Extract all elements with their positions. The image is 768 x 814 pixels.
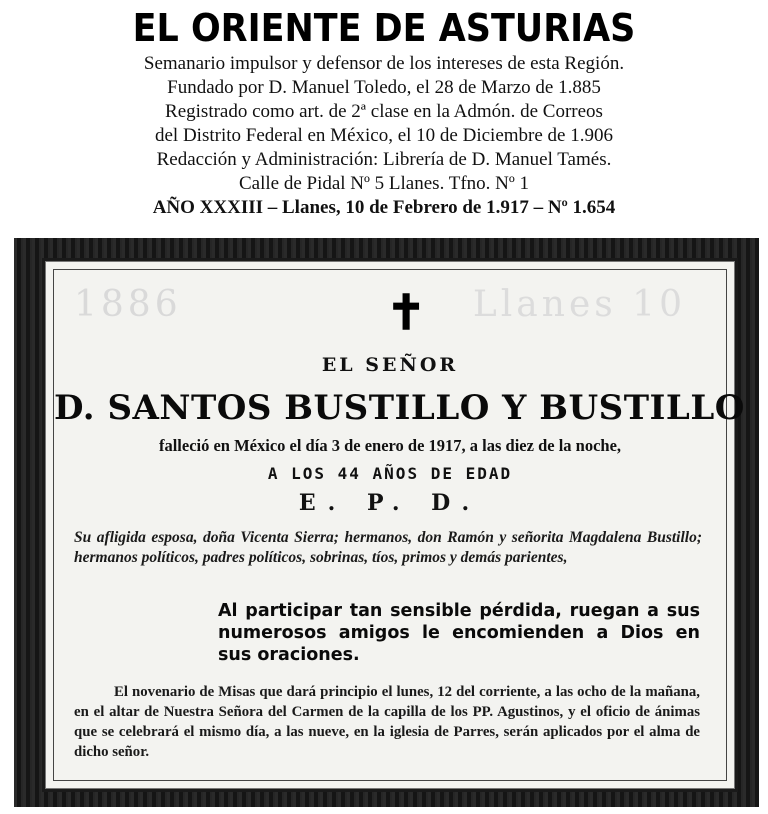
age-line: A LOS 44 AÑOS DE EDAD bbox=[267, 464, 513, 483]
novenario-paragraph: El novenario de Misas que dará principio el lunes, 12 del corriente, a las ocho de la mañana, en el altar de Nuestra Señora del Carmen de la capilla de los PP. Agustinos, y el oficio de ánimas que se celebrará el mismo día, a las nueve, en la iglesia de Parres, serán aplicados por el alma de dicho señor. bbox=[74, 684, 700, 760]
masthead-line-2: Fundado por D. Manuel Toledo, el 28 de Marzo de 1.885 bbox=[167, 77, 601, 98]
rip-line: E. P. D. bbox=[298, 490, 482, 516]
bleed-through-text-left: 1886 bbox=[74, 284, 182, 325]
masthead-line-4: del Distrito Federal en México, el 10 de Diciembre de 1.906 bbox=[155, 125, 613, 146]
issue-line: AÑO XXXIII – Llanes, 10 de Febrero de 1.917 – Nº 1.654 bbox=[152, 197, 616, 218]
bleed-through-text-right: Llanes 10 bbox=[472, 284, 686, 325]
newspaper-title: EL ORIENTE DE ASTURIAS bbox=[132, 6, 636, 50]
cross-icon: ✝ bbox=[386, 285, 427, 341]
obituary-inner-border bbox=[53, 269, 745, 781]
masthead-line-3: Registrado como art. de 2ª clase en la Admón. de Correos bbox=[165, 101, 603, 122]
masthead-line-6: Calle de Pidal Nº 5 Llanes. Tfno. Nº 1 bbox=[238, 173, 530, 194]
newspaper-clipping bbox=[14, 238, 759, 807]
obituary-frame bbox=[42, 258, 745, 792]
family-paragraph: Su afligida esposa, doña Vicenta Sierra; hermanos, don Ramón y señorita Magdalena Bustillo; hermanos políticos, padres políticos, sobrinas, tíos, primos y demás parientes, bbox=[74, 529, 702, 566]
masthead-line-1: Semanario impulsor y defensor de los intereses de esta Región. bbox=[143, 53, 625, 74]
deceased-name: D. SANTOS BUSTILLO Y BUSTILLO bbox=[54, 388, 745, 428]
appeal-paragraph: Al participar tan sensible pérdida, ruegan a sus numerosos amigos le encomienden a Dios en sus oraciones. bbox=[218, 601, 700, 665]
death-details: falleció en México el día 3 de enero de 1917, a las diez de la noche, bbox=[158, 436, 622, 455]
notice-heading: EL SEÑOR bbox=[321, 354, 459, 376]
masthead-line-5: Redacción y Administración: Librería de D. Manuel Tamés. bbox=[156, 149, 612, 170]
masthead bbox=[0, 0, 768, 220]
